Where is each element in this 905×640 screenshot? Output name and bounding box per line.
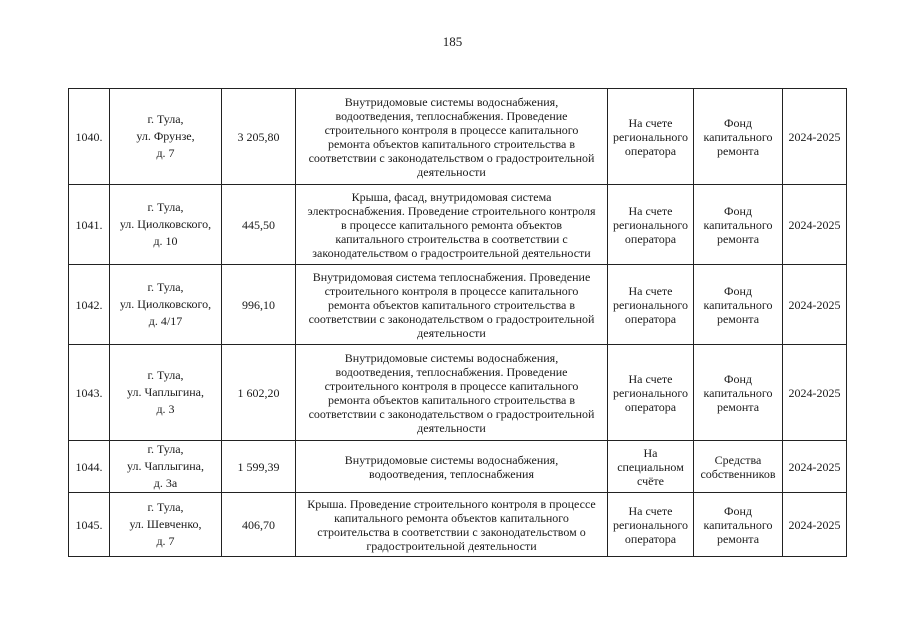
address-cell (110, 493, 222, 557)
period-cell: 2024-2025 (783, 441, 847, 493)
address-line: ул. Чаплыгина, (127, 385, 204, 399)
account-line: На счете (628, 115, 673, 130)
works-cell (296, 345, 608, 441)
account-cell (608, 185, 694, 265)
source-line: Фонд (723, 283, 752, 298)
account-cell (608, 493, 694, 557)
works-line: строительного контроля в процессе капитального (324, 122, 579, 137)
address-line: ул. Фрунзе, (136, 129, 195, 143)
area-cell: 1 599,39 (222, 441, 296, 493)
funding-source-cell (694, 441, 783, 493)
source-line: Фонд (723, 115, 752, 130)
address-line: г. Тула, (147, 442, 184, 456)
address-cell (110, 345, 222, 441)
works-line: ремонта объектов капитального строительства в (327, 392, 576, 407)
row-number: 1042. (69, 265, 110, 345)
works-line: водоотведения, теплоснабжения. Проведение (335, 364, 568, 379)
source-line: собственников (700, 466, 776, 481)
account-line: оператора (624, 143, 677, 158)
table-row (69, 265, 847, 345)
works-cell (296, 89, 608, 185)
source-line: капитального (703, 517, 773, 532)
funding-source-cell (694, 493, 783, 557)
address-cell (110, 89, 222, 185)
address-line: г. Тула, (147, 200, 184, 214)
source-line: ремонта (716, 143, 760, 158)
works-line: Крыша. Проведение строительного контроля в процессе (307, 496, 596, 511)
account-line: На счете (628, 371, 673, 386)
area-cell: 406,70 (222, 493, 296, 557)
address-line: д. 3 (156, 402, 175, 416)
works-line: деятельности (417, 164, 486, 179)
table-row (69, 185, 847, 265)
account-cell (608, 345, 694, 441)
address-line: ул. Шевченко, (129, 517, 202, 531)
account-line: оператора (624, 399, 677, 414)
works-line: Крыша, фасад, внутридомовая система (351, 189, 552, 204)
row-number: 1040. (69, 89, 110, 185)
period-cell: 2024-2025 (783, 185, 847, 265)
source-line: ремонта (716, 311, 760, 326)
works-line: соответствии с законодательством о градостроительной (308, 406, 595, 421)
repair-schedule-table (68, 88, 847, 557)
address-cell (110, 185, 222, 265)
area-cell: 1 602,20 (222, 345, 296, 441)
account-line: счёте (636, 473, 665, 488)
row-number: 1041. (69, 185, 110, 265)
works-cell (296, 265, 608, 345)
account-line: оператора (624, 311, 677, 326)
row-number: 1043. (69, 345, 110, 441)
page-number: 185 (442, 34, 463, 49)
address-line: г. Тула, (147, 500, 184, 514)
source-line: ремонта (716, 399, 760, 414)
account-cell (608, 441, 694, 493)
table-body (69, 89, 847, 557)
works-line: капитального ремонта объектов капитального (334, 510, 569, 525)
works-line: ремонта объектов капитального строительства в (327, 136, 576, 151)
funding-source-cell (694, 345, 783, 441)
account-line: регионального (612, 517, 689, 532)
period-cell: 2024-2025 (783, 89, 847, 185)
address-line: д. 7 (156, 534, 175, 548)
table-row (69, 493, 847, 557)
area-cell: 996,10 (222, 265, 296, 345)
table-row (69, 441, 847, 493)
works-line: Внутридомовые системы водоснабжения, (344, 94, 559, 109)
account-line: На счете (628, 203, 673, 218)
works-cell (296, 493, 608, 557)
period-cell: 2024-2025 (783, 345, 847, 441)
address-line: ул. Циолковского, (119, 297, 212, 311)
works-line: ремонта объектов капитального строительства в (327, 297, 576, 312)
address-line: г. Тула, (147, 368, 184, 382)
account-line: регионального (612, 129, 689, 144)
works-line: Внутридомовые системы водоснабжения, (344, 452, 559, 467)
works-line: строительства в соответствии с законодательством о (317, 524, 586, 539)
works-line: соответствии с законодательством о градостроительной (308, 150, 595, 165)
source-line: капитального (703, 297, 773, 312)
source-line: Фонд (723, 371, 752, 386)
source-line: ремонта (716, 531, 760, 546)
period-cell: 2024-2025 (783, 493, 847, 557)
source-line: капитального (703, 129, 773, 144)
works-line: капитального строительства в соответствии с (335, 231, 568, 246)
funding-source-cell (694, 185, 783, 265)
address-line: ул. Чаплыгина, (127, 459, 204, 473)
area-cell: 3 205,80 (222, 89, 296, 185)
address-cell (110, 265, 222, 345)
source-line: Средства (714, 452, 762, 467)
funding-source-cell (694, 89, 783, 185)
address-line: д. 3а (153, 476, 178, 490)
period-cell: 2024-2025 (783, 265, 847, 345)
works-line: градостроительной деятельности (366, 538, 537, 553)
works-line: деятельности (417, 325, 486, 340)
account-line: специальном (617, 459, 684, 474)
works-cell (296, 185, 608, 265)
works-line: строительного контроля в процессе капитального (324, 283, 579, 298)
row-number: 1044. (69, 441, 110, 493)
account-line: оператора (624, 231, 677, 246)
source-line: капитального (703, 385, 773, 400)
works-line: водоотведения, теплоснабжения. Проведение (335, 108, 568, 123)
account-cell (608, 265, 694, 345)
funding-source-cell (694, 265, 783, 345)
address-line: д. 7 (156, 146, 175, 160)
address-line: г. Тула, (147, 112, 184, 126)
works-line: деятельности (417, 420, 486, 435)
works-line: соответствии с законодательством о градостроительной (308, 311, 595, 326)
source-line: ремонта (716, 231, 760, 246)
source-line: Фонд (723, 203, 752, 218)
account-line: регионального (612, 297, 689, 312)
works-line: законодательством о градостроительной деятельности (312, 245, 591, 260)
account-line: регионального (612, 385, 689, 400)
works-line: в процессе капитального ремонта объектов (340, 217, 563, 232)
address-line: д. 4/17 (148, 314, 183, 328)
table-row (69, 89, 847, 185)
address-cell (110, 441, 222, 493)
account-line: На счете (628, 283, 673, 298)
account-line: оператора (624, 531, 677, 546)
table-row (69, 345, 847, 441)
works-line: Внутридомовые системы водоснабжения, (344, 350, 559, 365)
account-line: регионального (612, 217, 689, 232)
works-line: водоотведения, теплоснабжения (369, 466, 534, 481)
row-number: 1045. (69, 493, 110, 557)
address-line: г. Тула, (147, 280, 184, 294)
works-cell (296, 441, 608, 493)
address-line: ул. Циолковского, (119, 217, 212, 231)
source-line: Фонд (723, 503, 752, 518)
account-line: На счете (628, 503, 673, 518)
account-line: На (643, 445, 658, 460)
account-cell (608, 89, 694, 185)
address-line: д. 10 (153, 234, 178, 248)
area-cell: 445,50 (222, 185, 296, 265)
works-line: Внутридомовая система теплоснабжения. Проведение (312, 269, 591, 284)
works-line: строительного контроля в процессе капитального (324, 378, 579, 393)
works-line: электроснабжения. Проведение строительного контроля (307, 203, 596, 218)
source-line: капитального (703, 217, 773, 232)
